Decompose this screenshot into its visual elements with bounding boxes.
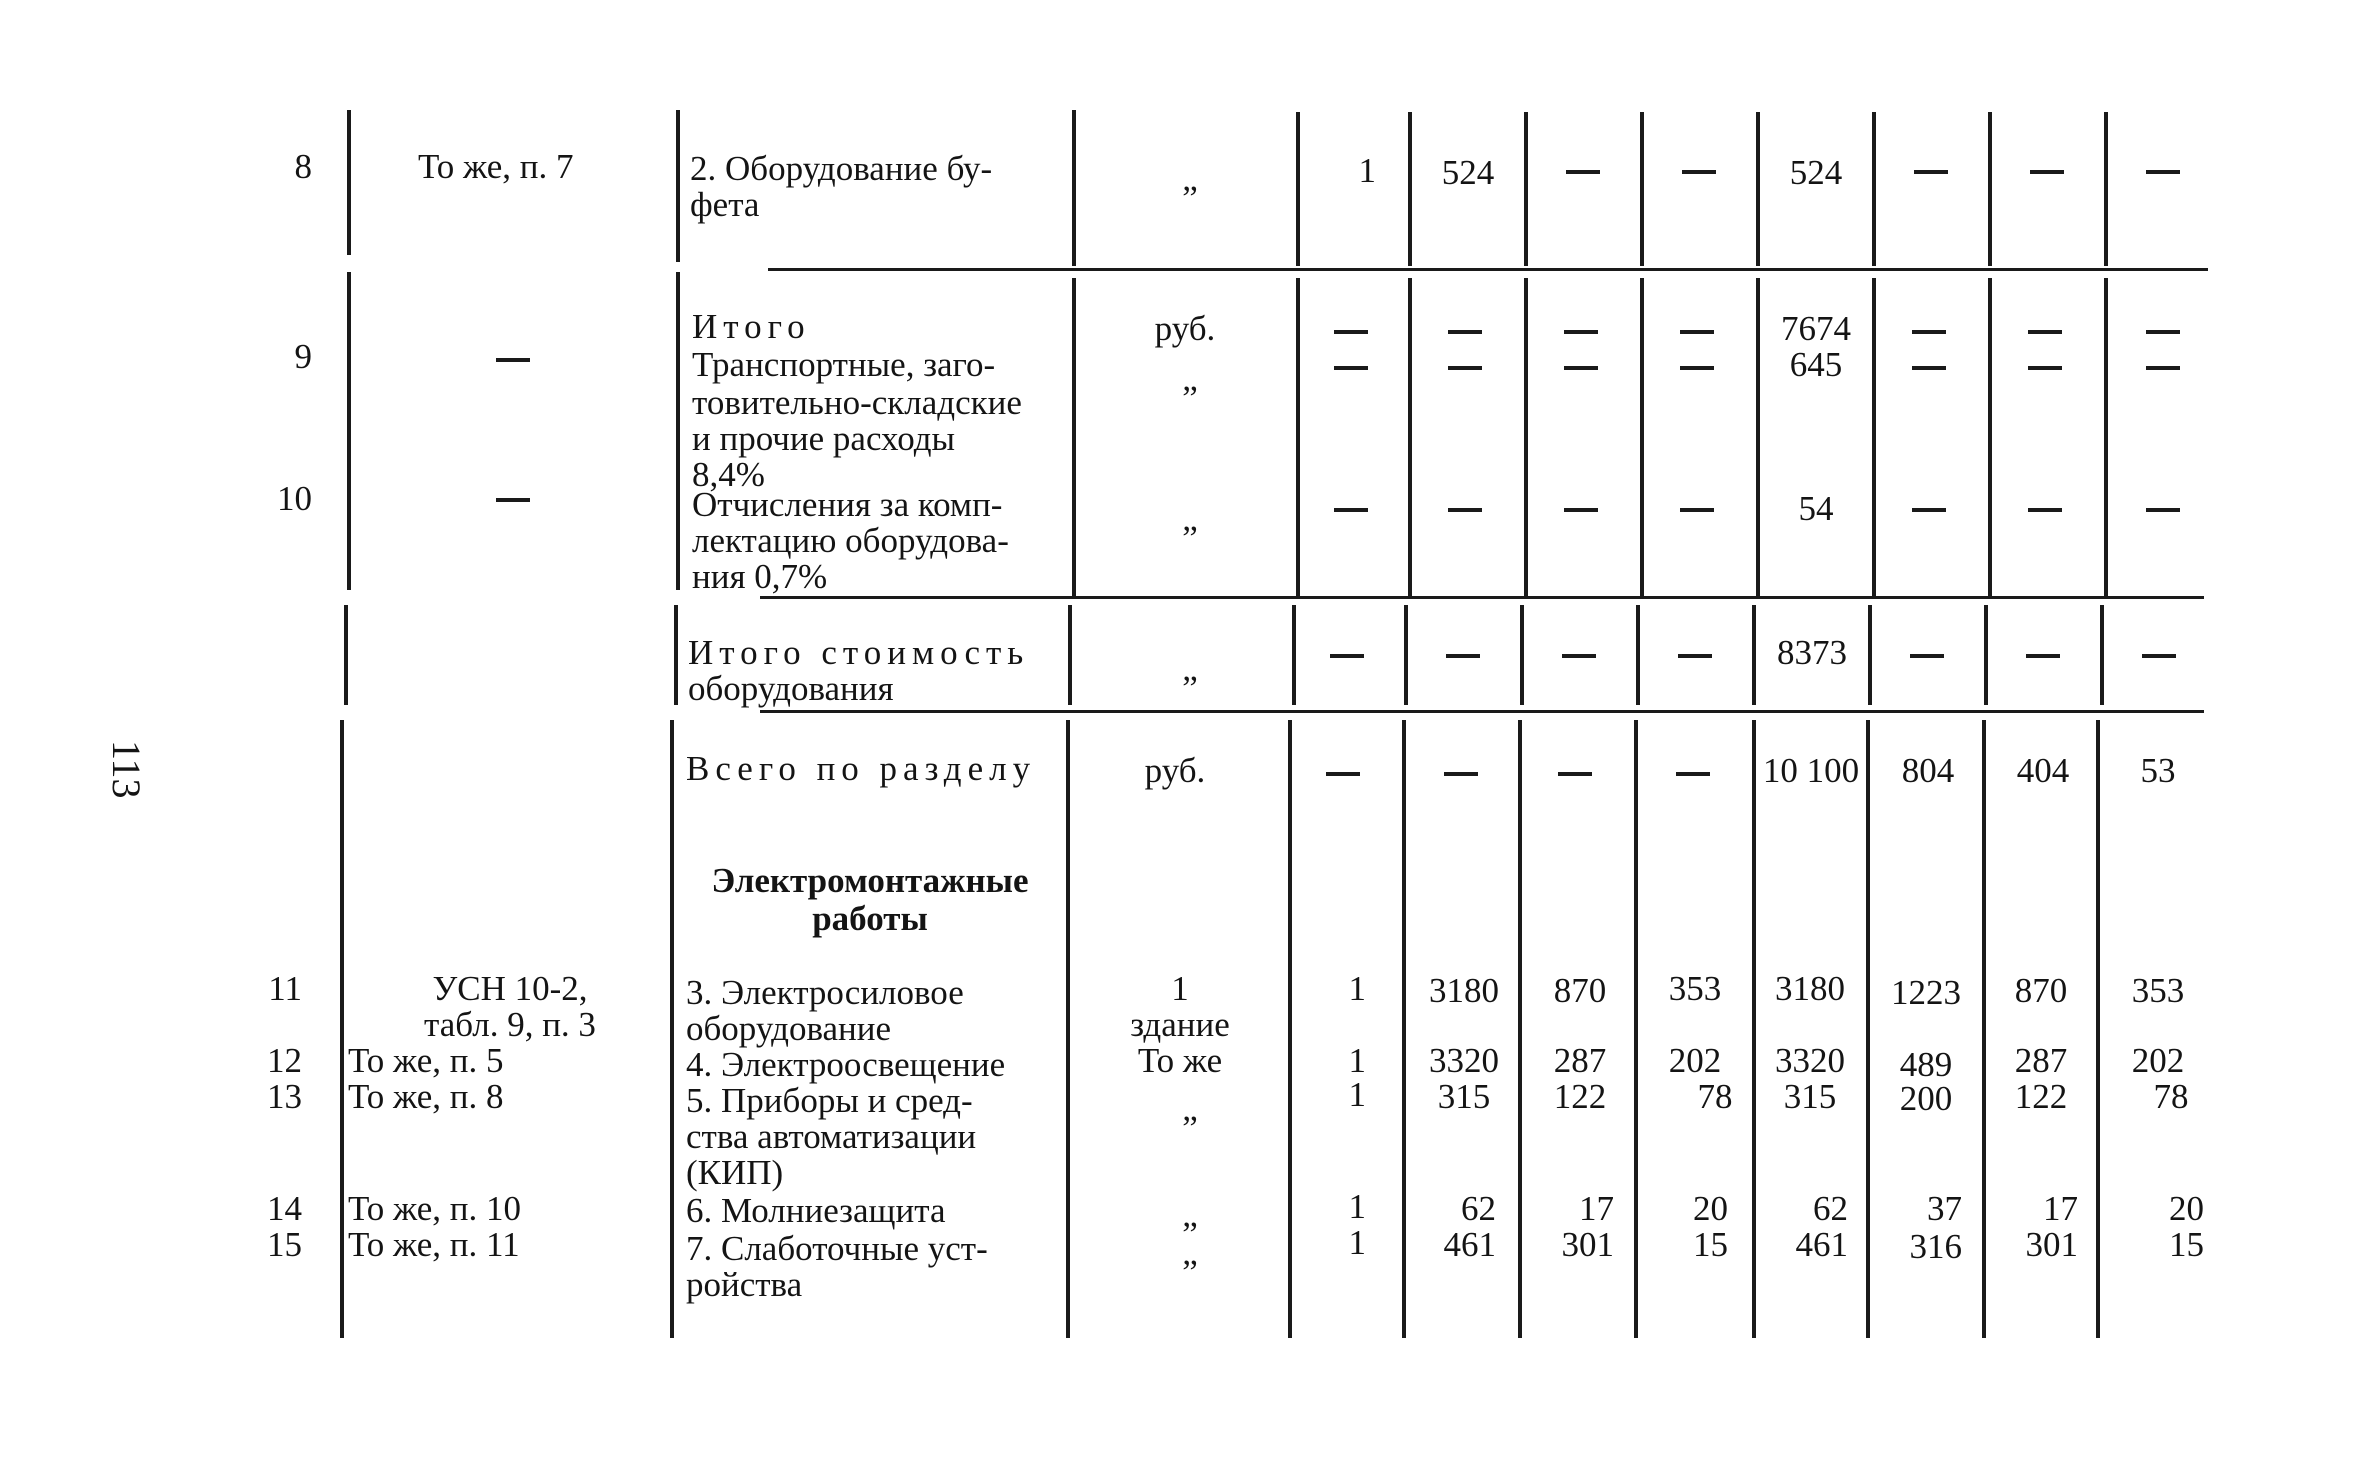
unit-text: руб. <box>1144 751 1206 790</box>
dash-mark <box>1682 170 1716 174</box>
dash-mark <box>1448 508 1482 512</box>
row-rule <box>768 268 2208 271</box>
value-cell: 489 <box>1899 1045 1953 1084</box>
item-name: 7. Слаботочные уст- <box>686 1229 988 1268</box>
value-cell: 37 <box>1927 1189 1962 1228</box>
column-rule <box>344 605 348 705</box>
item-name: лектацию оборудова- <box>692 521 1009 560</box>
value-cell: 301 <box>2025 1225 2078 1264</box>
column-rule <box>1988 112 1992 266</box>
value-cell: 8373 <box>1777 633 1847 672</box>
unit-text: „ <box>1182 1233 1198 1272</box>
item-name: 5. Приборы и сред- <box>686 1081 973 1120</box>
dash-mark <box>1448 366 1482 370</box>
unit-text: руб. <box>1154 309 1216 348</box>
item-name: (КИП) <box>686 1153 784 1192</box>
quantity: 1 <box>1348 969 1366 1008</box>
subtotal-label: Итого <box>692 307 811 346</box>
dash-mark <box>1334 330 1368 334</box>
item-name: оборудование <box>686 1009 892 1048</box>
column-rule <box>1988 278 1992 596</box>
row-number: 13 <box>267 1077 302 1116</box>
column-rule <box>674 605 678 705</box>
dash-mark <box>1912 508 1946 512</box>
unit-text: „ <box>1182 649 1198 688</box>
column-rule <box>1296 278 1300 596</box>
dash-mark <box>1330 654 1364 658</box>
column-rule <box>340 720 344 1338</box>
column-rule <box>1640 278 1644 596</box>
reference-text: То же, п. 5 <box>348 1041 504 1080</box>
column-rule <box>1872 112 1876 266</box>
dash-mark <box>2028 366 2062 370</box>
dash-mark <box>1678 654 1712 658</box>
value-cell: 1223 <box>1891 973 1961 1012</box>
dash-mark <box>1562 654 1596 658</box>
dash-mark <box>1912 366 1946 370</box>
column-rule <box>1520 605 1524 705</box>
dash-mark <box>2030 170 2064 174</box>
column-rule <box>676 110 680 262</box>
subtotal-label: Итого стоимость <box>688 633 1030 672</box>
item-name: и прочие расходы <box>692 419 956 458</box>
value-cell: 78 <box>2153 1077 2189 1116</box>
column-rule <box>1634 720 1638 1338</box>
unit-text: „ <box>1182 1195 1198 1234</box>
value-cell: 804 <box>1901 751 1955 790</box>
column-rule <box>676 272 680 590</box>
value-cell: 200 <box>1899 1079 1953 1118</box>
column-rule <box>1518 720 1522 1338</box>
unit-text: „ <box>1182 159 1198 198</box>
dash-mark <box>2028 508 2062 512</box>
value-cell: 3180 <box>1775 969 1845 1008</box>
item-name: ройства <box>686 1265 803 1304</box>
value-cell: 202 <box>2131 1041 2185 1080</box>
value-cell: 122 <box>2014 1077 2068 1116</box>
column-rule <box>2104 112 2108 266</box>
column-rule <box>1072 110 1076 266</box>
quantity: 1 <box>1358 151 1376 190</box>
section-total-label: Всего по разделу <box>686 749 1037 788</box>
value-cell: 78 <box>1697 1077 1733 1116</box>
value-cell: 524 <box>1789 153 1843 192</box>
quantity: 1 <box>1348 1223 1366 1262</box>
column-rule <box>1404 605 1408 705</box>
column-rule <box>1068 605 1072 705</box>
dash-mark <box>2028 330 2062 334</box>
row-rule <box>760 710 2204 713</box>
value-cell: 17 <box>2043 1189 2078 1228</box>
value-cell: 315 <box>1437 1077 1491 1116</box>
value-cell: 315 <box>1783 1077 1837 1116</box>
unit-text: „ <box>1182 359 1198 398</box>
dash-mark <box>1448 330 1482 334</box>
value-cell: 461 <box>1795 1225 1848 1264</box>
column-rule <box>1872 278 1876 596</box>
value-cell: 316 <box>1909 1227 1962 1266</box>
dash-mark <box>1912 330 1946 334</box>
column-rule <box>1402 720 1406 1338</box>
value-cell: 353 <box>2131 971 2185 1010</box>
column-rule <box>1868 605 1872 705</box>
column-rule <box>1524 278 1528 596</box>
dash-mark <box>1444 772 1478 776</box>
value-cell: 870 <box>1553 971 1607 1010</box>
item-name: 8,4% <box>692 455 765 494</box>
value-cell: 62 <box>1813 1189 1848 1228</box>
column-rule <box>347 272 351 590</box>
value-cell: 20 <box>2169 1189 2204 1228</box>
row-number: 14 <box>267 1189 302 1228</box>
item-name: ства автоматизации <box>686 1117 977 1156</box>
row-number: 12 <box>267 1041 302 1080</box>
dash-mark <box>1680 330 1714 334</box>
dash-mark <box>1446 654 1480 658</box>
reference-text: То же, п. 7 <box>418 147 574 186</box>
value-cell: 287 <box>2014 1041 2068 1080</box>
dash-mark <box>1564 330 1598 334</box>
column-rule <box>347 110 351 255</box>
value-cell: 202 <box>1668 1041 1722 1080</box>
item-name: 4. Электроосвещение <box>686 1045 1006 1084</box>
column-rule <box>1288 720 1292 1338</box>
dash-mark <box>1334 508 1368 512</box>
row-number: 8 <box>294 147 312 186</box>
value-cell: 404 <box>2016 751 2070 790</box>
row-number: 11 <box>268 969 302 1008</box>
value-cell: 461 <box>1443 1225 1496 1264</box>
dash-mark <box>2146 508 2180 512</box>
dash-mark <box>1680 508 1714 512</box>
value-cell: 645 <box>1789 345 1843 384</box>
column-rule <box>1640 112 1644 266</box>
value-cell: 53 <box>2140 751 2176 790</box>
reference-text: То же, п. 10 <box>348 1189 521 1228</box>
dash-mark <box>2142 654 2176 658</box>
item-name: Транспортные, заго- <box>692 345 996 384</box>
quantity: 1 <box>1348 1187 1366 1226</box>
item-name: 6. Молниезащита <box>686 1191 946 1230</box>
item-name: 2. Оборудование бу- <box>690 149 993 188</box>
value-cell: 524 <box>1441 153 1495 192</box>
unit-text: „ <box>1182 1089 1198 1128</box>
column-rule <box>1066 720 1070 1338</box>
dash-mark <box>1326 772 1360 776</box>
column-rule <box>1072 278 1076 596</box>
value-cell: 62 <box>1461 1189 1496 1228</box>
dash-mark <box>2146 170 2180 174</box>
column-rule <box>1408 278 1412 596</box>
dash-mark <box>2146 366 2180 370</box>
column-rule <box>2100 605 2104 705</box>
unit-text: здание <box>1130 1005 1230 1044</box>
dash-mark <box>1680 366 1714 370</box>
column-rule <box>1524 112 1528 266</box>
dash-mark <box>496 498 530 502</box>
row-number: 9 <box>294 337 312 376</box>
quantity: 1 <box>1348 1075 1366 1114</box>
dash-mark <box>1564 508 1598 512</box>
page-number: 113 <box>104 740 149 799</box>
value-cell: 10 100 <box>1762 751 1860 790</box>
column-rule <box>1984 605 1988 705</box>
value-cell: 301 <box>1561 1225 1614 1264</box>
column-rule <box>1296 112 1300 266</box>
value-cell: 3320 <box>1429 1041 1499 1080</box>
dash-mark <box>1914 170 1948 174</box>
value-cell: 7674 <box>1781 309 1851 348</box>
reference-text: табл. 9, п. 3 <box>424 1005 596 1044</box>
dash-mark <box>1558 772 1592 776</box>
value-cell: 54 <box>1798 489 1834 528</box>
dash-mark <box>1910 654 1944 658</box>
subtotal-label: оборудования <box>688 669 894 708</box>
dash-mark <box>496 358 530 362</box>
value-cell: 20 <box>1693 1189 1728 1228</box>
row-rule <box>760 596 2204 599</box>
item-name: ния 0,7% <box>692 557 828 596</box>
column-rule <box>1636 605 1640 705</box>
unit-text: То же <box>1137 1041 1223 1080</box>
dash-mark <box>1566 170 1600 174</box>
dash-mark <box>1676 772 1710 776</box>
value-cell: 15 <box>2169 1225 2204 1264</box>
reference-text: То же, п. 8 <box>348 1077 504 1116</box>
value-cell: 15 <box>1693 1225 1728 1264</box>
value-cell: 353 <box>1668 969 1722 1008</box>
item-name: фета <box>690 185 760 224</box>
unit-text: „ <box>1182 499 1198 538</box>
item-name: 3. Электросиловое <box>686 973 964 1012</box>
reference-text: УСН 10-2, <box>432 969 588 1008</box>
dash-mark <box>2026 654 2060 658</box>
dash-mark <box>2146 330 2180 334</box>
value-cell: 3320 <box>1775 1041 1845 1080</box>
section-heading: работы <box>812 899 928 938</box>
value-cell: 122 <box>1553 1077 1607 1116</box>
section-heading: Электромонтажные <box>711 861 1029 900</box>
value-cell: 3180 <box>1429 971 1499 1010</box>
value-cell: 287 <box>1553 1041 1607 1080</box>
row-number: 15 <box>267 1225 302 1264</box>
item-name: товительно-складские <box>692 383 1022 422</box>
dash-mark <box>1334 366 1368 370</box>
reference-text: То же, п. 11 <box>348 1225 520 1264</box>
item-name: Отчисления за комп- <box>692 485 1003 524</box>
column-rule <box>2104 278 2108 596</box>
column-rule <box>670 720 674 1338</box>
value-cell: 870 <box>2014 971 2068 1010</box>
column-rule <box>1292 605 1296 705</box>
quantity: 1 <box>1348 1041 1366 1080</box>
row-number: 10 <box>277 479 312 518</box>
dash-mark <box>1564 366 1598 370</box>
value-cell: 17 <box>1579 1189 1614 1228</box>
unit-text: 1 <box>1171 969 1189 1008</box>
